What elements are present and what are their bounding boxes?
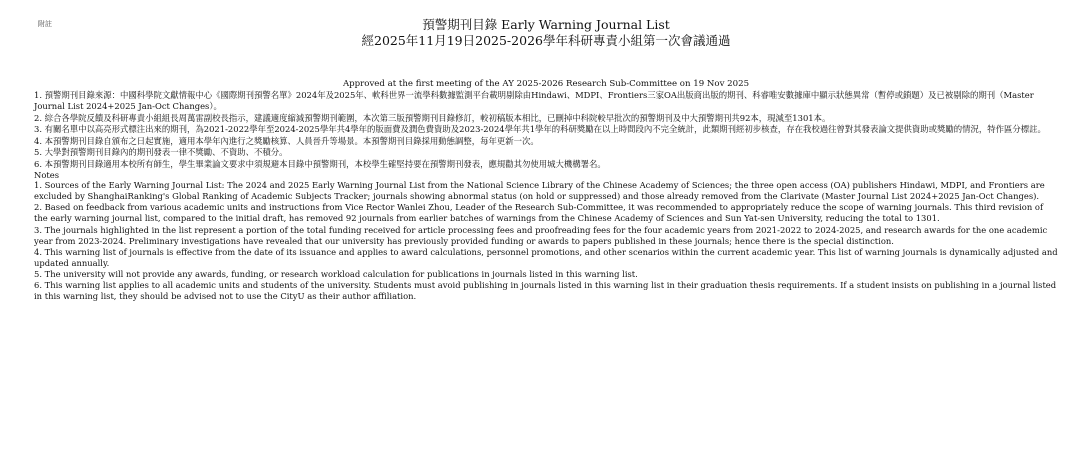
chinese-note-3: 3. 有關名單中以高亮形式標注出來的期刊，為2021-2022學年至2024-2025學年共4學年的版面費及潤色費資助及2023-2024學年共1學年的科研獎勵在以上時間段內不完全統計，此類期刊經初步核查，存在我校過往曾對其發表論文提供資助或獎勵的情況，特作區分標註。 — [34, 124, 1046, 134]
notes-heading: Notes — [34, 170, 59, 180]
corner-label: 附註 — [38, 20, 52, 28]
english-note-3: 3. The journals highlighted in the list represent a portion of the total funding received for article processing fees and proofreading fees for the four academic years from 2021-2022 to 2024-2025, and research awards for the one academic year from 2023-2024. Preliminary investigations have revealed that our university has previously provided funding or awards to papers published in these journals; hence there is the special distinction. — [34, 224, 1048, 246]
english-note-2: 2. Based on feedback from various academic units and instructions from Vice Rector Wanlei Zhou, Leader of the Research Sub-Committee, it was recommended to appropriately reduce the scope of warning journals. This third revision of the early warning journal list, compared to the initial draft, has removed 92 journals from earlier batches of warnings from the Chinese Academy of Sciences and Sun Yat-sen University, reducing the total to 1301. — [34, 202, 1044, 224]
chinese-note-4: 4. 本預警期刊目錄自頒布之日起實施，適用本學年內進行之獎勵核算、人員晉升等場景。本預警期刊目錄採用動態調整，每年更新一次。 — [34, 135, 539, 146]
english-note-4: 4. This warning list of journals is effective from the date of its issuance and applies to award calculations, personnel promotions, and other scenarios within the current academic year. This list of warning journals is dynamically adjusted and updated annually. — [34, 246, 1058, 268]
chinese-note-5: 5. 大學對預警期刊目錄內的期刊發表一律不獎勵、不資助、不積分。 — [34, 147, 288, 157]
english-note-1: 1. Sources of the Early Warning Journal List: The 2024 and 2025 Early Warning Journal List from the National Science Library of the Chinese Academy of Sciences; the three open access (OA) publishers Hindawi, MDPI, and Frontiers are excluded by ShanghaiRanking's Global Ranking of Academic Subjects Tracker; journals showing abnormal status (on hold or suppressed) and those already removed from the Clarivate (Master Journal List 2024+2025 Jan-Oct Changes). — [34, 180, 1045, 201]
english-notes-section — [34, 170, 1058, 302]
chinese-note-2: 2. 綜合各學院反饋及科研專責小組組長周萬雷副校長指示，建議適度縮減預警期刊範圍，本次第三版預警期刊目錄修訂，較初稿版本相比，已刪掉中科院較早批次的預警期刊及中大預警期刊共92本，現減至1301本。 — [34, 112, 831, 123]
english-note-5: 5. The university will not provide any awards, funding, or research workload calculation for publications in journals listed in this warning list. — [34, 269, 638, 280]
chinese-notes-section — [34, 90, 1058, 170]
chinese-note-6: 6. 本預警期刊目錄適用本校所有師生，學生畢業論文要求中須規避本目錄中預警期刊，本校學生確堅持要在預警期刊發表，應規勸其勿使用城大機構署名。 — [34, 158, 606, 169]
english-note-6: 6. This warning list applies to all academic units and students of the university. Students must avoid publishing in journals listed in this warning list in their graduation thesis requirements. If a student insists on publishing in a journal listed in this warning list, they should be advised not to use the CityU as their author affiliation. — [34, 280, 1057, 302]
approval-line: Approved at the first meeting of the AY 2025-2026 Research Sub-Committee on 19 Nov 2025 — [342, 79, 750, 89]
document-page — [0, 17, 1080, 474]
chinese-note-1: 1. 預警期刊目錄來源：中國科學院文獻情報中心《國際期刊預警名單》2024年及2025年、軟科世界一流學科數據監測平台載明剔除由Hindawi、MDPI、Frontiers三家OA出版商出版的期刊、科睿唯安數據庫中顯示狀態異常（暫停或鎖題）及已被剔除的期刊（Master Journal List 2024+2025 Jan-Oct Changes）。 — [34, 90, 1034, 111]
document-title: 預警期刊目錄 Early Warning Journal List — [422, 17, 670, 32]
document-subtitle: 經2025年11月19日2025-2026學年科研專責小組第一次會議通過 — [361, 33, 731, 48]
